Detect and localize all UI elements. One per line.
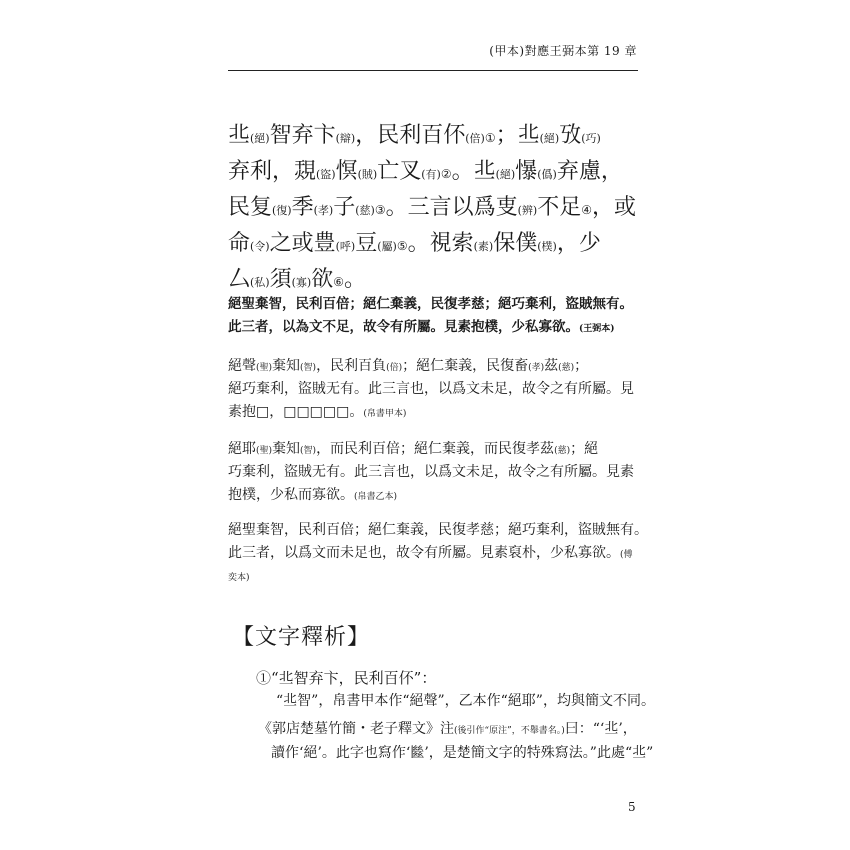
note-line [258,718,637,743]
main-text-line [228,226,648,262]
main-text-line [228,118,648,154]
variant-boshu-jia [228,355,646,424]
text-segment: ，民利百伓 [355,123,466,148]
text-segment: ；絕仁棄義，民復畜 [402,358,529,374]
source-label: (帛書甲本) [363,409,407,419]
text-segment: 素抱□，□□□□□。 [228,404,364,420]
gloss-reading: (孝) [313,204,334,217]
gloss-reading: (孝) [528,363,545,373]
text-segment: ；絕 [570,441,599,457]
text-segment: ，或 [591,195,636,220]
section-title: 【文字釋析】 [232,625,371,650]
text-segment: 絕聲 [228,358,256,374]
main-bamboo-text [228,118,648,298]
gloss-reading: (復) [272,204,292,217]
footnote-marker: ⑤ [396,239,408,253]
gloss-reading: (智) [300,363,317,373]
note-text: 《郭店楚墓竹簡・老子釋文》注 [258,721,454,737]
text-segment: 絕巧棄利，盜賊无有。此三言也，以爲文未足，故令之有所屬。見 [228,381,634,397]
text-segment: 茲 [544,358,559,374]
main-text-line [228,154,648,190]
variant-line [228,565,646,588]
text-segment: 民复 [228,195,273,220]
gloss-reading: (智) [300,446,317,456]
source-label: (傅 [620,550,633,560]
footnote-marker: ① [484,131,496,145]
text-segment: 棄知 [272,441,301,457]
gloss-reading: (盜) [316,168,336,181]
text-segment: ，而民利百倍；絕仁棄義，而民復孝茲 [316,441,555,457]
gloss-reading: (屬) [377,240,397,253]
gloss-reading: (聖) [256,446,273,456]
variant-line [228,461,646,484]
text-segment: 之或豊 [269,231,336,256]
variant-line [228,542,646,565]
variant-line [228,355,646,378]
text-segment: 絕聖棄智，民利百倍；絕仁棄義，民復孝慈；絕巧棄利，盜賊無有。 [228,296,633,312]
source-label: (王弼本) [579,324,615,334]
footnote-marker: ⑥ [333,275,344,289]
note-line: 讀作‘絕’。此字也寫作‘㡭’，是楚簡文字的特殊寫法。”此處“丠” [271,745,654,761]
source-label: 奕本) [228,573,250,583]
gloss-reading: (樸) [537,240,557,253]
gloss-reading: (慈) [355,204,375,217]
text-segment: 保僕 [493,231,538,256]
gloss-reading: (絕) [250,132,270,145]
gloss-reading: (呼) [335,240,356,253]
footnote-marker: ④ [581,203,592,217]
text-segment: 。視索 [407,231,474,256]
text-segment: 欲 [311,267,334,292]
text-segment: ，民利百負 [316,358,387,374]
text-segment: 。三言以爲叓 [385,195,518,220]
text-segment: ；丠 [495,123,540,148]
page-number: 5 [628,800,636,814]
variant-fuyi [228,519,646,588]
gloss-reading: (慈) [554,446,571,456]
text-segment: 此三者，以為文不足，故令有所屬。見素抱樸，少私寡欲。 [228,319,579,335]
variant-line [228,378,646,401]
gloss-reading: (寡) [291,276,312,289]
text-segment: 弃利，覝 [228,159,317,184]
note-line: “丠智”，帛書甲本作“絕聲”，乙本作“絕耶”，均與簡文不同。 [276,693,655,709]
gloss-reading: (聖) [256,363,273,373]
header-rule [228,70,638,71]
text-segment: 亡叉 [377,159,422,184]
variant-line [228,293,646,316]
text-segment: 絕聖棄智，民利百倍；絕仁棄義，民復孝慈；絕巧棄利，盜賊無有。 [228,522,648,538]
gloss-reading: (令) [250,240,270,253]
gloss-reading: (絕) [539,132,560,145]
gloss-reading: (有) [421,168,441,181]
gloss-reading: (素) [473,240,494,253]
text-segment: 豆 [355,231,378,256]
variant-line [228,519,646,542]
variant-boshu-yi [228,438,646,507]
gloss-reading: (倍) [386,363,403,373]
note-heading: ①“丠智弃卞，民利百伓”： [256,669,437,687]
text-segment: ，少 [556,231,601,256]
variant-line [228,316,646,339]
text-segment: 慏 [335,159,358,184]
text-segment: 棄知 [272,358,301,374]
gloss-reading: (慈) [558,363,575,373]
text-segment: 巧棄利，盜賊无有。此三言也，以爲文未足，故令之有所屬。見素 [228,464,634,480]
text-segment: 。丠 [451,159,496,184]
gloss-reading: (僞) [537,168,557,181]
text-segment: 命 [228,231,251,256]
text-segment: 攷 [559,123,582,148]
gloss-reading: (賊) [357,168,378,181]
text-segment: 智弃卞 [269,123,336,148]
text-segment: 懪 [515,159,538,184]
running-header: (甲本)對應王弼本第 19 章 [489,44,637,58]
gloss-reading: (辨) [517,204,538,217]
text-segment: 不足 [537,195,582,220]
gloss-reading: (私) [250,276,270,289]
footnote-marker: ② [440,167,452,181]
text-segment: 絕耶 [228,441,256,457]
note-text: 曰：“‘丠’， [564,721,637,737]
source-label: (帛書乙本) [354,492,398,502]
variant-wangbi [228,293,646,339]
note-small-text: (後引作“原注”，不舉書名。) [454,726,565,736]
text-segment: 子 [333,195,356,220]
text-segment: 。 [344,267,367,292]
gloss-reading: (辯) [335,132,356,145]
variant-line [228,438,646,461]
text-segment: 須 [269,267,292,292]
gloss-reading: (巧) [581,132,601,145]
gloss-reading: (倍) [465,132,485,145]
text-segment: 弃慮， [556,159,623,184]
footnote-marker: ③ [374,203,386,217]
gloss-reading: (絕) [495,168,516,181]
text-segment: ； [574,358,589,374]
variant-line [228,484,646,507]
text-segment: 此三者，以爲文而未足也，故令有所屬。見素裒朴，少私寡欲。 [228,545,620,561]
main-text-line [228,190,648,226]
text-segment: 厶 [228,267,251,292]
variant-line [228,401,646,424]
text-segment: 抱樸，少私而寡欲。 [228,487,354,503]
text-segment: 丠 [228,123,251,148]
text-segment: 季 [291,195,314,220]
